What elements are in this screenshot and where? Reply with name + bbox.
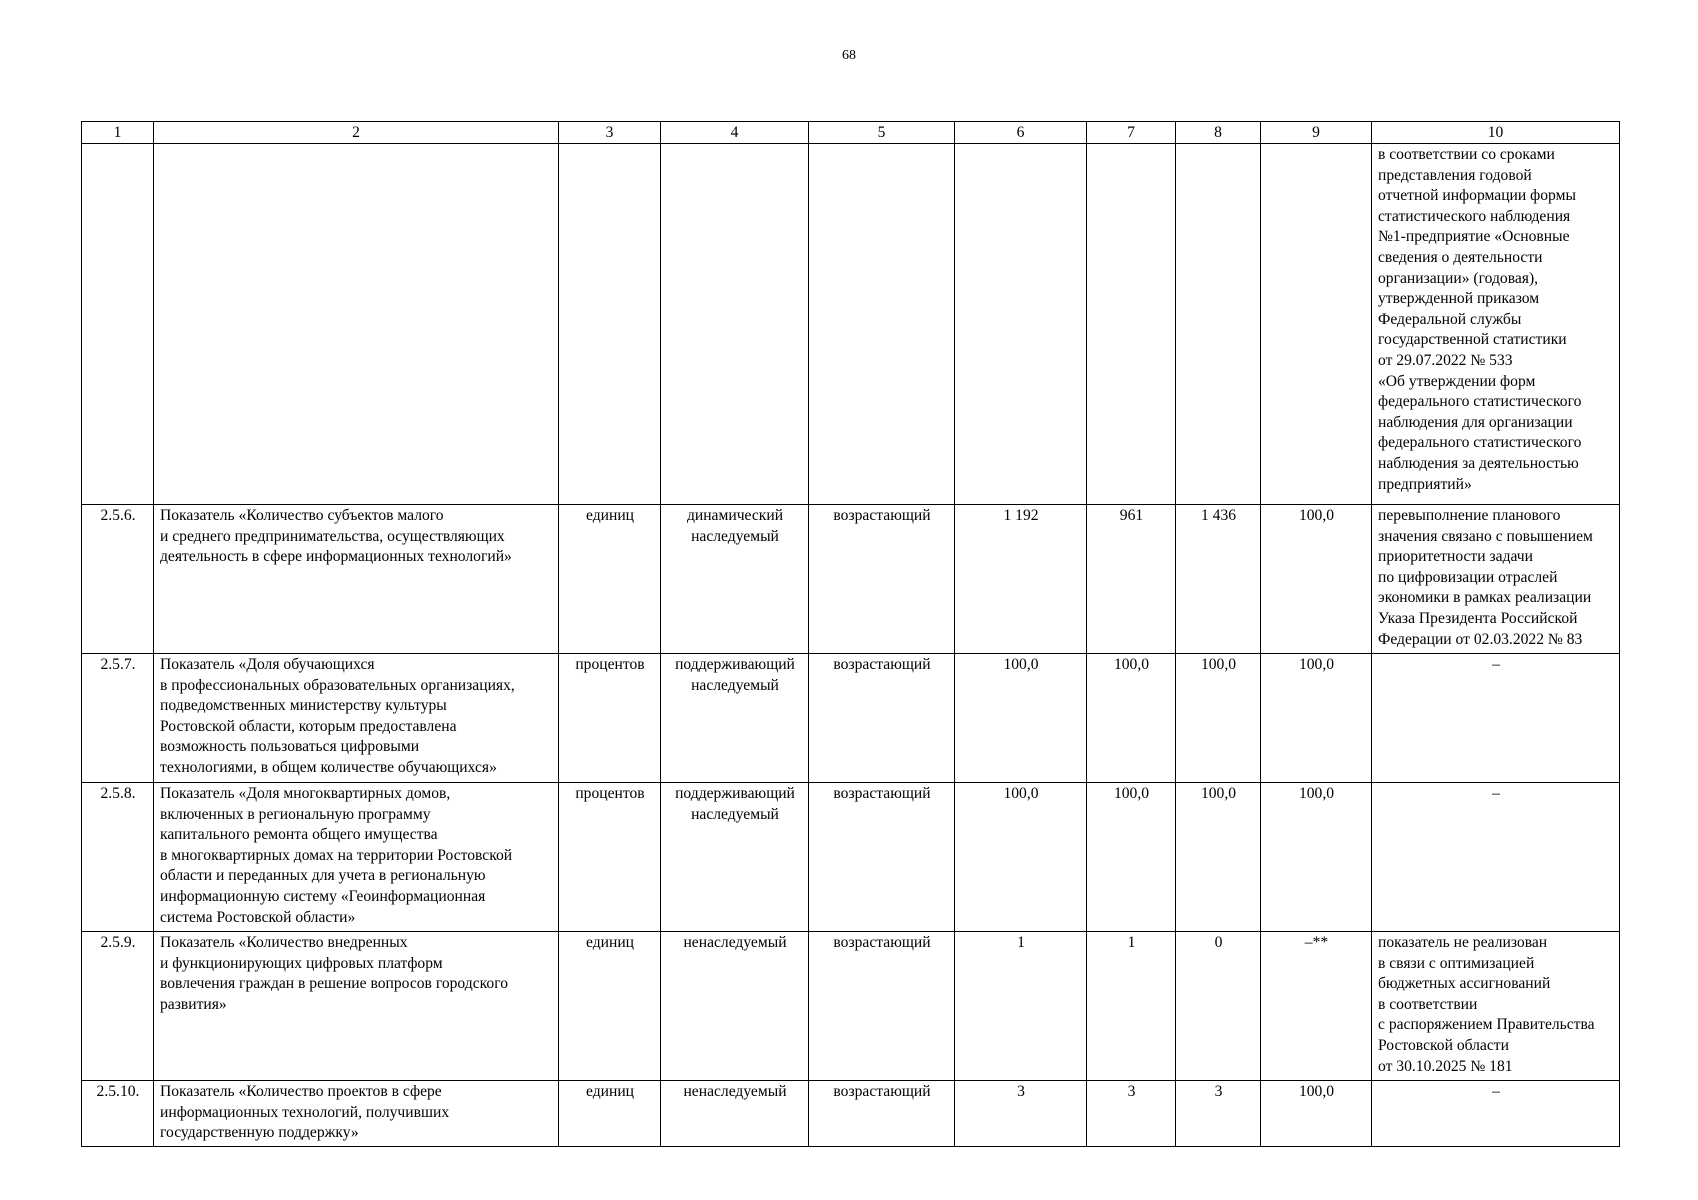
indicator-name: Показатель «Количество внедренных и функционирующих цифровых платформ вовлечения граждан в решение вопросов городского развития»	[154, 932, 559, 1081]
indicator-type: динамический наследуемый	[661, 505, 809, 654]
indicator-number: 2.5.7.	[82, 654, 154, 783]
value-col-9: –**	[1261, 932, 1372, 1081]
table-cell	[1087, 144, 1176, 505]
value-col-8: 0	[1176, 932, 1261, 1081]
value-col-9: 100,0	[1261, 783, 1372, 932]
indicator-note: перевыполнение планового значения связано с повышением приоритетности задачи по цифровизации отраслей экономики в рамках реализации Указа Президента Российской Федерации от 02.03.2022 № 83	[1372, 505, 1620, 654]
indicator-name: Показатель «Количество субъектов малого и среднего предпринимательства, осуществляющих деятельность в сфере информационных технологий»	[154, 505, 559, 654]
column-header: 7	[1087, 122, 1176, 144]
indicator-note: –	[1372, 783, 1620, 932]
value-col-6: 3	[955, 1081, 1087, 1147]
value-col-8: 100,0	[1176, 654, 1261, 783]
table-cell	[82, 144, 154, 505]
indicator-name: Показатель «Количество проектов в сфере информационных технологий, получивших государственную поддержку»	[154, 1081, 559, 1147]
column-header: 10	[1372, 122, 1620, 144]
value-col-7: 3	[1087, 1081, 1176, 1147]
indicator-direction: возрастающий	[809, 1081, 955, 1147]
unit-of-measure: единиц	[559, 505, 661, 654]
indicators-table	[81, 121, 1620, 1147]
table-row	[82, 932, 1620, 1081]
indicator-type: ненаследуемый	[661, 1081, 809, 1147]
value-col-7: 1	[1087, 932, 1176, 1081]
column-header: 2	[154, 122, 559, 144]
indicator-number: 2.5.10.	[82, 1081, 154, 1147]
value-col-7: 100,0	[1087, 783, 1176, 932]
indicator-type: поддерживающий наследуемый	[661, 654, 809, 783]
column-header: 8	[1176, 122, 1261, 144]
value-col-6: 100,0	[955, 654, 1087, 783]
table-row	[82, 1081, 1620, 1147]
unit-of-measure: процентов	[559, 783, 661, 932]
table-cell	[955, 144, 1087, 505]
unit-of-measure: процентов	[559, 654, 661, 783]
value-col-7: 100,0	[1087, 654, 1176, 783]
continuation-row	[82, 144, 1620, 505]
page-number: 68	[842, 48, 856, 63]
indicator-direction: возрастающий	[809, 783, 955, 932]
value-col-6: 1 192	[955, 505, 1087, 654]
column-header: 4	[661, 122, 809, 144]
table-cell	[154, 144, 559, 505]
indicator-type: поддерживающий наследуемый	[661, 783, 809, 932]
indicator-name: Показатель «Доля обучающихся в профессиональных образовательных организациях, подведомственных министерству культуры Ростовской области, которым предоставлена возможность пользоваться цифровыми технологиями, в общем количестве обучающихся»	[154, 654, 559, 783]
value-col-7: 961	[1087, 505, 1176, 654]
indicator-direction: возрастающий	[809, 505, 955, 654]
unit-of-measure: единиц	[559, 1081, 661, 1147]
column-number-header-row	[82, 122, 1620, 144]
table-cell	[1176, 144, 1261, 505]
indicator-number: 2.5.6.	[82, 505, 154, 654]
value-col-9: 100,0	[1261, 505, 1372, 654]
column-header: 3	[559, 122, 661, 144]
indicator-number: 2.5.8.	[82, 783, 154, 932]
table-cell	[559, 144, 661, 505]
column-header: 9	[1261, 122, 1372, 144]
column-header: 1	[82, 122, 154, 144]
indicator-name: Показатель «Доля многоквартирных домов, включенных в региональную программу капитального ремонта общего имущества в многоквартирных домах на территории Ростовской области и переданных для учета в региональную информационную систему «Геоинформационная система Ростовской области»	[154, 783, 559, 932]
indicator-note: –	[1372, 1081, 1620, 1147]
table-row	[82, 783, 1620, 932]
table-cell	[661, 144, 809, 505]
indicator-note: показатель не реализован в связи с оптимизацией бюджетных ассигнований в соответствии с распоряжением Правительства Ростовской области от 30.10.2025 № 181	[1372, 932, 1620, 1081]
table-cell	[1261, 144, 1372, 505]
indicator-note: –	[1372, 654, 1620, 783]
indicator-direction: возрастающий	[809, 654, 955, 783]
value-col-8: 1 436	[1176, 505, 1261, 654]
column-header: 5	[809, 122, 955, 144]
column-header: 6	[955, 122, 1087, 144]
indicator-number: 2.5.9.	[82, 932, 154, 1081]
value-col-6: 100,0	[955, 783, 1087, 932]
table-row	[82, 654, 1620, 783]
indicator-type: ненаследуемый	[661, 932, 809, 1081]
value-col-6: 1	[955, 932, 1087, 1081]
value-col-8: 100,0	[1176, 783, 1261, 932]
table-cell	[809, 144, 955, 505]
value-col-8: 3	[1176, 1081, 1261, 1147]
unit-of-measure: единиц	[559, 932, 661, 1081]
table-row	[82, 505, 1620, 654]
continuation-note: в соответствии со сроками представления годовой отчетной информации формы статистического наблюдения №1-предприятие «Основные сведения о деятельности организации» (годовая), утвержденной приказом Федеральной службы государственной статистики от 29.07.2022 № 533 «Об утверждении форм федерального статистического наблюдения для организации федерального статистического наблюдения за деятельностью предприятий»	[1372, 144, 1620, 505]
value-col-9: 100,0	[1261, 654, 1372, 783]
indicator-direction: возрастающий	[809, 932, 955, 1081]
value-col-9: 100,0	[1261, 1081, 1372, 1147]
